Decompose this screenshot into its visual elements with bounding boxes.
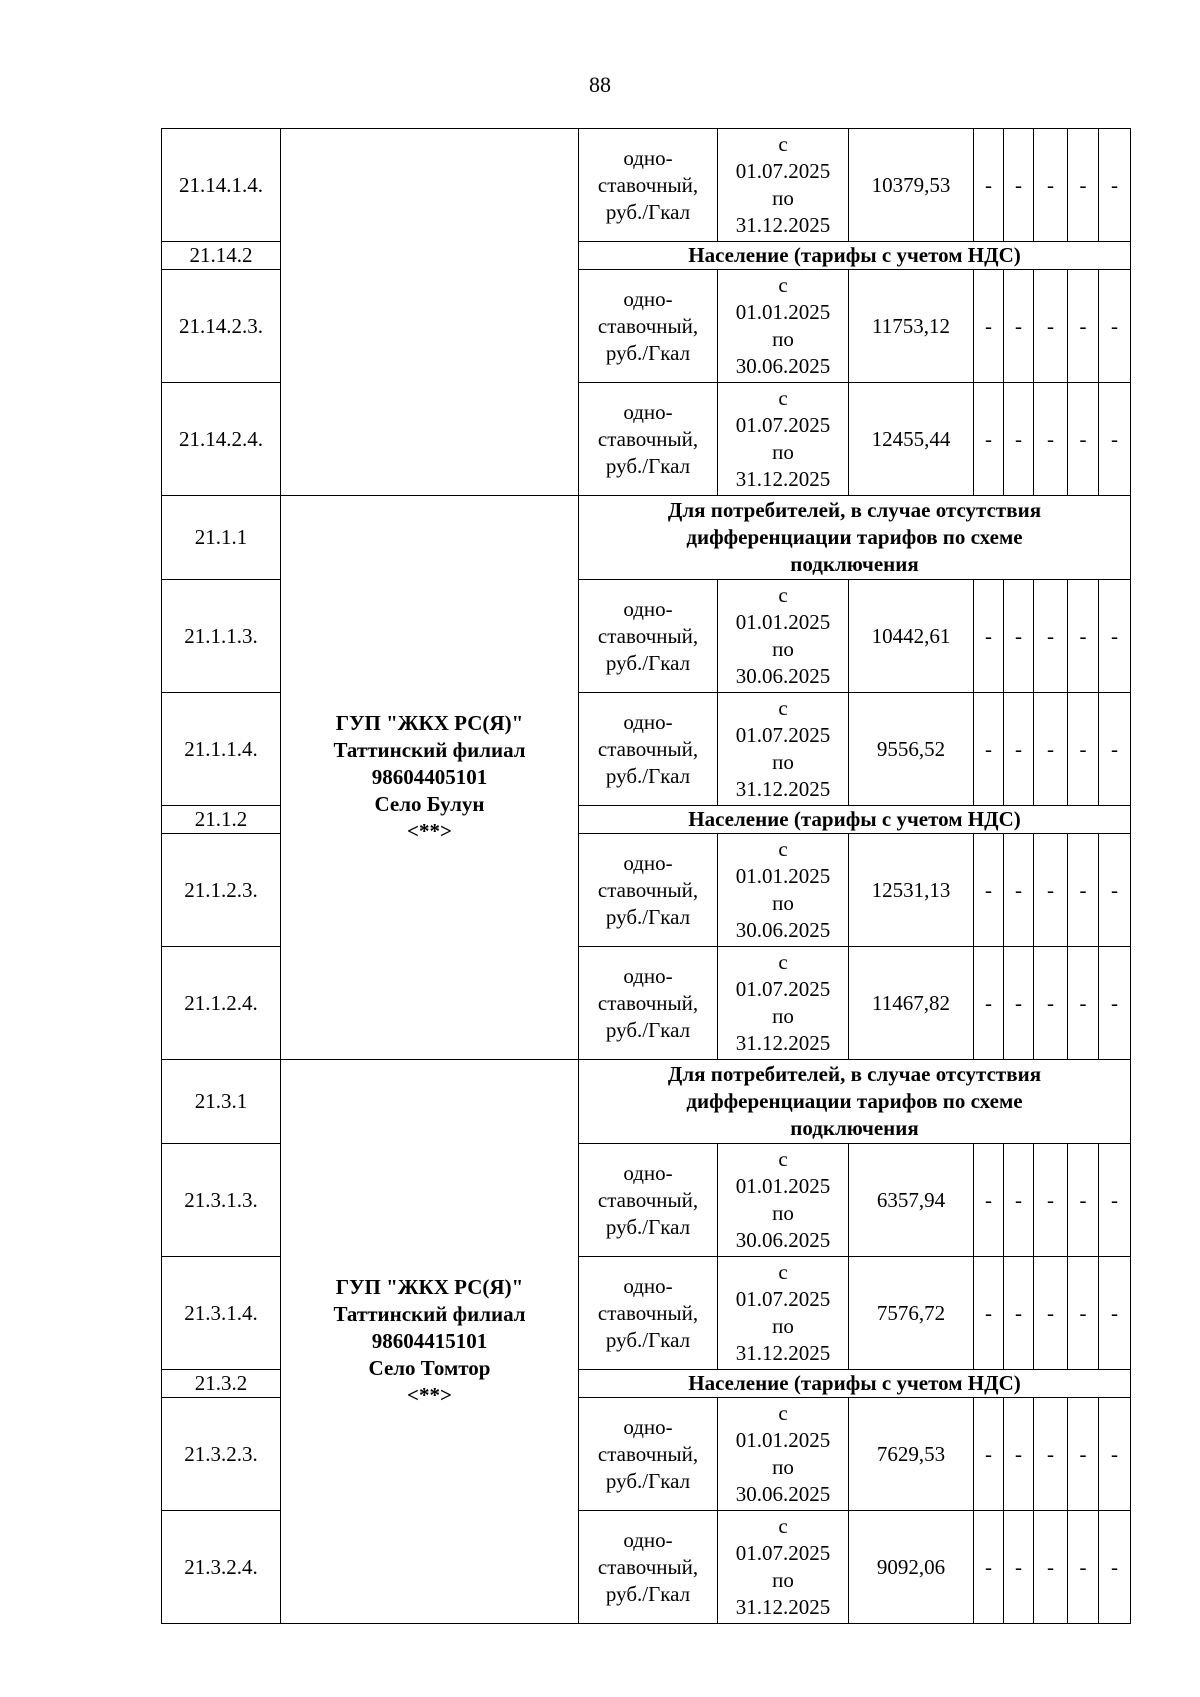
validity-period [718, 1257, 849, 1370]
rate-type-line: руб./Гкал [605, 1327, 691, 1352]
rate-type-line: ставочный, [597, 313, 699, 338]
empty-value-dash: - [1068, 1144, 1099, 1257]
empty-value-dash: - [974, 270, 1004, 383]
validity-period-line: 01.07.2025 [735, 159, 831, 183]
validity-period-line: с [778, 1147, 788, 1171]
organization-line: Таттинский филиал [333, 1302, 526, 1326]
rate-type-line: одно- [623, 399, 673, 424]
empty-value-dash: - [1004, 1511, 1034, 1624]
empty-value-dash: - [1068, 693, 1099, 806]
row-code: 21.14.2 [162, 242, 281, 270]
empty-value-dash: - [1099, 383, 1131, 496]
tariff-value: 7629,53 [849, 1398, 974, 1511]
validity-period-line: с [778, 132, 788, 156]
row-code: 21.3.1 [162, 1060, 281, 1144]
row-code: 21.1.2.3. [162, 834, 281, 947]
row-code: 21.14.1.4. [162, 129, 281, 242]
empty-value-dash: - [1068, 1511, 1099, 1624]
organization-line: Таттинский филиал [333, 738, 526, 762]
rate-type-line: одно- [623, 1414, 673, 1439]
row-code: 21.3.2.4. [162, 1511, 281, 1624]
rate-type-line: руб./Гкал [605, 199, 691, 224]
validity-period-line: с [778, 386, 788, 410]
organization-cell [281, 129, 579, 496]
empty-value-dash: - [974, 1144, 1004, 1257]
validity-period-line: по [772, 1314, 794, 1338]
validity-period-line: 01.07.2025 [735, 723, 831, 747]
rate-type-line: руб./Гкал [605, 763, 691, 788]
empty-value-dash: - [1068, 1398, 1099, 1511]
tariff-value: 6357,94 [849, 1144, 974, 1257]
validity-period-line: 01.07.2025 [735, 1287, 831, 1311]
rate-type-line: ставочный, [597, 877, 699, 902]
validity-period-line: по [772, 1455, 794, 1479]
rate-type-line: ставочный, [597, 623, 699, 648]
rate-type [579, 383, 718, 496]
validity-period-line: 30.06.2025 [735, 918, 831, 942]
rate-type-line: одно- [623, 286, 673, 311]
empty-value-dash: - [1004, 129, 1034, 242]
empty-value-dash: - [1068, 580, 1099, 693]
validity-period-line: 31.12.2025 [735, 1341, 831, 1365]
empty-value-dash: - [1068, 270, 1099, 383]
row-code: 21.3.2 [162, 1370, 281, 1398]
organization-line: Село Томтор [368, 1356, 491, 1380]
validity-period-line: по [772, 750, 794, 774]
rate-type [579, 580, 718, 693]
validity-period-line: по [772, 1201, 794, 1225]
validity-period [718, 947, 849, 1060]
organization-line: <**> [407, 819, 452, 843]
rate-type-line: ставочный, [597, 736, 699, 761]
validity-period-line: с [778, 1401, 788, 1425]
empty-value-dash: - [1034, 1257, 1068, 1370]
section-header [579, 806, 1131, 834]
organization-line: ГУП "ЖКХ РС(Я)" [335, 1275, 524, 1299]
tariff-value: 9556,52 [849, 693, 974, 806]
section-header-line: Для потребителей, в случае отсутствия [667, 498, 1042, 522]
empty-value-dash: - [1099, 129, 1131, 242]
row-code: 21.3.1.4. [162, 1257, 281, 1370]
empty-value-dash: - [1004, 580, 1034, 693]
empty-value-dash: - [1004, 947, 1034, 1060]
validity-period-line: по [772, 440, 794, 464]
rate-type [579, 834, 718, 947]
validity-period-line: 01.07.2025 [735, 413, 831, 437]
empty-value-dash: - [1034, 383, 1068, 496]
section-header-line: Население (тарифы с учетом НДС) [688, 1371, 1021, 1395]
section-header [579, 1370, 1131, 1398]
rate-type [579, 1257, 718, 1370]
section-header [579, 1060, 1131, 1144]
row-code: 21.3.2.3. [162, 1398, 281, 1511]
rate-type [579, 1398, 718, 1511]
empty-value-dash: - [1068, 947, 1099, 1060]
row-code: 21.1.2.4. [162, 947, 281, 1060]
section-header-line: Население (тарифы с учетом НДС) [688, 243, 1021, 267]
rate-type-line: руб./Гкал [605, 453, 691, 478]
empty-value-dash: - [1034, 1511, 1068, 1624]
validity-period-line: 31.12.2025 [735, 1031, 831, 1055]
empty-value-dash: - [1068, 834, 1099, 947]
tariff-value: 9092,06 [849, 1511, 974, 1624]
validity-period [718, 693, 849, 806]
validity-period-line: 01.01.2025 [735, 610, 831, 634]
validity-period-line: 01.01.2025 [735, 1428, 831, 1452]
tariff-value: 10379,53 [849, 129, 974, 242]
row-code: 21.1.1 [162, 496, 281, 580]
rate-type [579, 1511, 718, 1624]
rate-type [579, 1144, 718, 1257]
rate-type [579, 947, 718, 1060]
validity-period-line: 31.12.2025 [735, 467, 831, 491]
empty-value-dash: - [1004, 270, 1034, 383]
validity-period-line: 01.01.2025 [735, 300, 831, 324]
empty-value-dash: - [1034, 270, 1068, 383]
empty-value-dash: - [1099, 1257, 1131, 1370]
empty-value-dash: - [1099, 947, 1131, 1060]
table-row [162, 129, 1131, 242]
rate-type-line: руб./Гкал [605, 1214, 691, 1239]
rate-type-line: одно- [623, 1273, 673, 1298]
rate-type-line: одно- [623, 1160, 673, 1185]
rate-type-line: ставочный, [597, 1300, 699, 1325]
empty-value-dash: - [1034, 1398, 1068, 1511]
rate-type-line: одно- [623, 1527, 673, 1552]
validity-period-line: с [778, 950, 788, 974]
section-header-line: подключения [790, 552, 919, 576]
row-code: 21.1.2 [162, 806, 281, 834]
rate-type-line: руб./Гкал [605, 340, 691, 365]
empty-value-dash: - [1004, 693, 1034, 806]
section-header-line: подключения [790, 1116, 919, 1140]
section-header-line: Для потребителей, в случае отсутствия [667, 1062, 1042, 1086]
empty-value-dash: - [974, 1257, 1004, 1370]
validity-period [718, 834, 849, 947]
empty-value-dash: - [1004, 1398, 1034, 1511]
empty-value-dash: - [1099, 580, 1131, 693]
rate-type-line: ставочный, [597, 426, 699, 451]
validity-period-line: с [778, 583, 788, 607]
validity-period-line: с [778, 837, 788, 861]
validity-period [718, 1511, 849, 1624]
rate-type-line: ставочный, [597, 1187, 699, 1212]
validity-period-line: по [772, 891, 794, 915]
rate-type-line: одно- [623, 963, 673, 988]
empty-value-dash: - [1068, 1257, 1099, 1370]
empty-value-dash: - [974, 834, 1004, 947]
organization-cell [281, 496, 579, 1060]
rate-type-line: одно- [623, 850, 673, 875]
validity-period [718, 383, 849, 496]
validity-period-line: с [778, 273, 788, 297]
rate-type-line: руб./Гкал [605, 904, 691, 929]
section-header [579, 242, 1131, 270]
rate-type-line: ставочный, [597, 1554, 699, 1579]
empty-value-dash: - [1034, 947, 1068, 1060]
rate-type-line: ставочный, [597, 1441, 699, 1466]
tariff-table [161, 128, 1131, 1624]
empty-value-dash: - [974, 1398, 1004, 1511]
empty-value-dash: - [1099, 834, 1131, 947]
rate-type-line: одно- [623, 145, 673, 170]
validity-period-line: по [772, 327, 794, 351]
section-header-line: Население (тарифы с учетом НДС) [688, 807, 1021, 831]
tariff-value: 10442,61 [849, 580, 974, 693]
rate-type [579, 129, 718, 242]
rate-type-line: ставочный, [597, 990, 699, 1015]
tariff-value: 12455,44 [849, 383, 974, 496]
organization-cell [281, 1060, 579, 1624]
empty-value-dash: - [1034, 1144, 1068, 1257]
empty-value-dash: - [1004, 834, 1034, 947]
rate-type-line: руб./Гкал [605, 650, 691, 675]
section-header-line: дифференциации тарифов по схеме [686, 525, 1023, 549]
empty-value-dash: - [1004, 1144, 1034, 1257]
page-number: 88 [589, 72, 611, 97]
organization-line: Село Булун [374, 792, 485, 816]
empty-value-dash: - [974, 383, 1004, 496]
row-code: 21.14.2.3. [162, 270, 281, 383]
validity-period-line: по [772, 186, 794, 210]
rate-type [579, 693, 718, 806]
validity-period [718, 270, 849, 383]
empty-value-dash: - [1004, 383, 1034, 496]
empty-value-dash: - [974, 129, 1004, 242]
empty-value-dash: - [1034, 580, 1068, 693]
validity-period-line: по [772, 1004, 794, 1028]
empty-value-dash: - [1099, 1398, 1131, 1511]
rate-type-line: одно- [623, 709, 673, 734]
validity-period-line: 31.12.2025 [735, 213, 831, 237]
tariff-value: 11467,82 [849, 947, 974, 1060]
organization-line: ГУП "ЖКХ РС(Я)" [335, 711, 524, 735]
tariff-value: 11753,12 [849, 270, 974, 383]
rate-type-line: руб./Гкал [605, 1581, 691, 1606]
empty-value-dash: - [974, 693, 1004, 806]
validity-period-line: с [778, 1514, 788, 1538]
validity-period-line: по [772, 637, 794, 661]
validity-period-line: по [772, 1568, 794, 1592]
empty-value-dash: - [1099, 1144, 1131, 1257]
tariff-value: 12531,13 [849, 834, 974, 947]
validity-period-line: 30.06.2025 [735, 664, 831, 688]
rate-type [579, 270, 718, 383]
validity-period-line: 01.07.2025 [735, 1541, 831, 1565]
row-code: 21.1.1.4. [162, 693, 281, 806]
rate-type-line: руб./Гкал [605, 1468, 691, 1493]
validity-period-line: 30.06.2025 [735, 1482, 831, 1506]
tariff-value: 7576,72 [849, 1257, 974, 1370]
empty-value-dash: - [1099, 270, 1131, 383]
validity-period-line: 01.01.2025 [735, 1174, 831, 1198]
validity-period-line: с [778, 696, 788, 720]
organization-line: 98604405101 [371, 765, 488, 789]
validity-period [718, 1144, 849, 1257]
row-code: 21.1.1.3. [162, 580, 281, 693]
section-header-line: дифференциации тарифов по схеме [686, 1089, 1023, 1113]
empty-value-dash: - [974, 580, 1004, 693]
rate-type-line: ставочный, [597, 172, 699, 197]
empty-value-dash: - [1099, 1511, 1131, 1624]
empty-value-dash: - [1004, 1257, 1034, 1370]
row-code: 21.14.2.4. [162, 383, 281, 496]
validity-period [718, 1398, 849, 1511]
validity-period [718, 129, 849, 242]
organization-line: <**> [407, 1383, 452, 1407]
empty-value-dash: - [1034, 129, 1068, 242]
row-code: 21.3.1.3. [162, 1144, 281, 1257]
empty-value-dash: - [1068, 383, 1099, 496]
validity-period-line: 30.06.2025 [735, 1228, 831, 1252]
rate-type-line: одно- [623, 596, 673, 621]
table-body [162, 129, 1131, 1624]
rate-type-line: руб./Гкал [605, 1017, 691, 1042]
table-row [162, 496, 1131, 580]
validity-period-line: 30.06.2025 [735, 354, 831, 378]
empty-value-dash: - [1068, 129, 1099, 242]
validity-period-line: 01.07.2025 [735, 977, 831, 1001]
validity-period-line: 01.01.2025 [735, 864, 831, 888]
section-header [579, 496, 1131, 580]
empty-value-dash: - [974, 1511, 1004, 1624]
empty-value-dash: - [974, 947, 1004, 1060]
validity-period-line: с [778, 1260, 788, 1284]
empty-value-dash: - [1034, 693, 1068, 806]
validity-period-line: 31.12.2025 [735, 1595, 831, 1619]
table-row [162, 1060, 1131, 1144]
empty-value-dash: - [1034, 834, 1068, 947]
empty-value-dash: - [1099, 693, 1131, 806]
validity-period [718, 580, 849, 693]
organization-line: 98604415101 [371, 1329, 488, 1353]
validity-period-line: 31.12.2025 [735, 777, 831, 801]
